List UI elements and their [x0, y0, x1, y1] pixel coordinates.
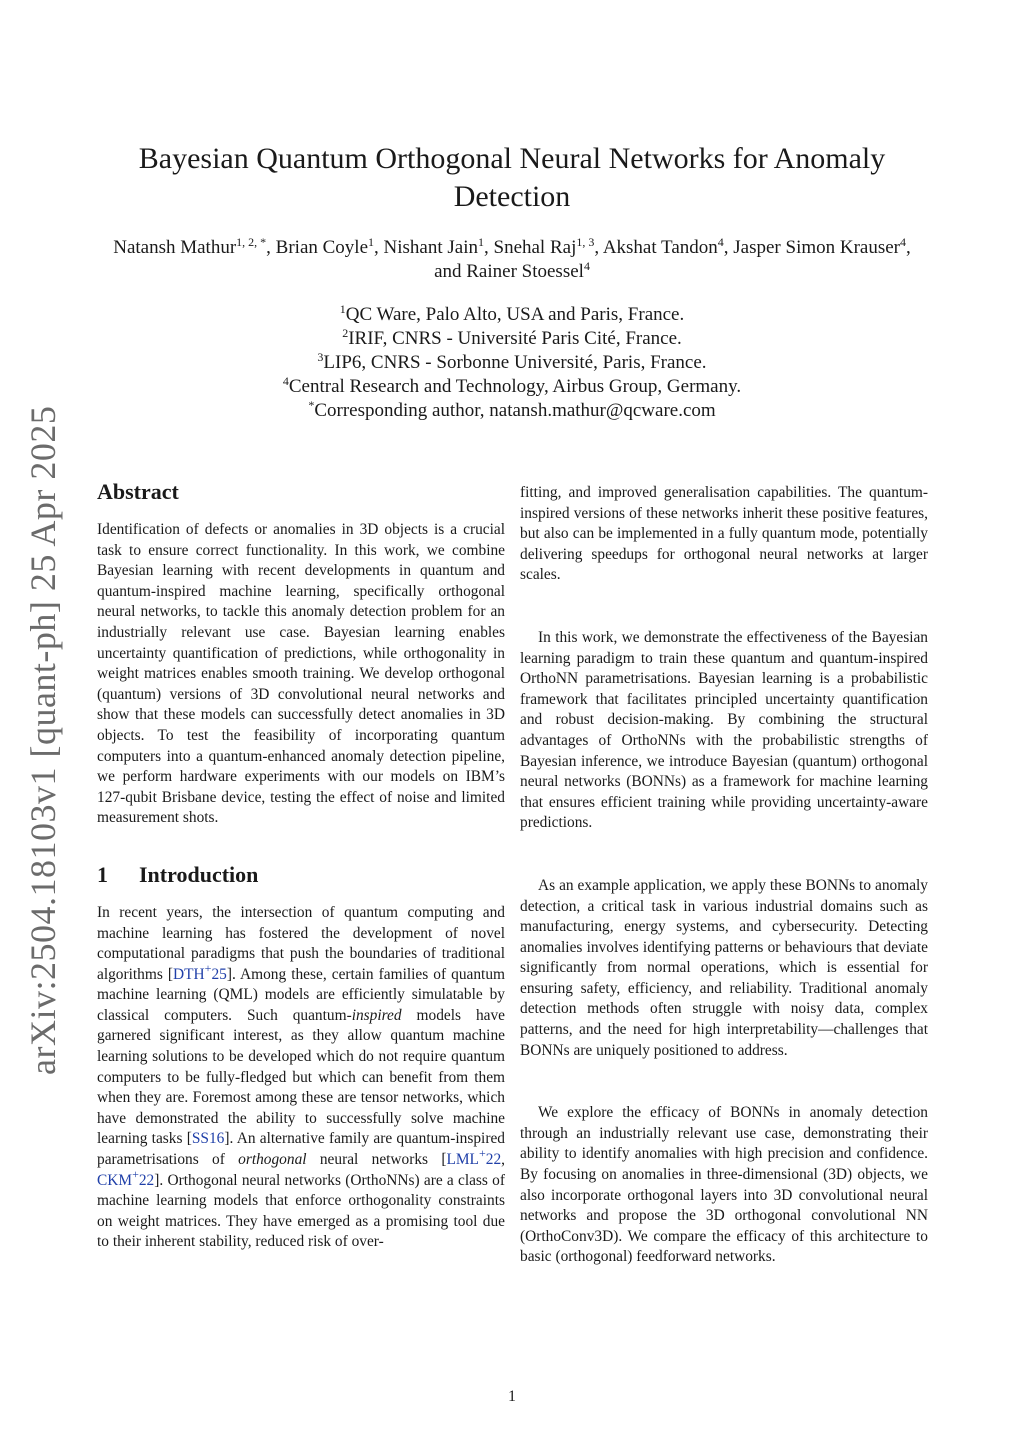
- author-affiliation-mark: 1, 3: [576, 235, 595, 249]
- arxiv-identifier: arXiv:2504.18103v1 [quant-ph] 25 Apr 2025: [23, 405, 63, 1075]
- author-name: Brian Coyle: [275, 237, 369, 258]
- intro-paragraph-3: As an example application, we apply these BONNs to anomaly detection, a critical task in various industrial domains such as manufacturing, energy systems, and cybersecurity. Detecting anomalies involves identifying patterns or behaviours that deviate significantly from normal operations, which is essential for ensuring safety, efficiency, and reliability. Traditional anomaly detection methods often struggle with noisy data, complex patterns, and the need for high interpretability—challenges that BONNs are uniquely positioned to address.: [520, 876, 928, 1059]
- affiliation-list: [150, 303, 874, 423]
- left-column: [97, 478, 505, 1253]
- author-affiliation-mark: 1: [478, 235, 484, 249]
- author-name: Rainer Stoessel: [466, 261, 584, 282]
- affiliation: $^4$Central Research and Technology, Airbus Group, Germany.: [282, 374, 742, 397]
- citation-link[interactable]: CKM+22: [97, 1166, 155, 1189]
- author-name: Snehal Raj: [493, 237, 577, 258]
- author-affiliation-mark: 1: [368, 235, 375, 249]
- citation-link[interactable]: LML+22: [446, 1146, 502, 1169]
- author-affiliation-mark: 4: [900, 235, 907, 249]
- author-name: Nishant Jain: [383, 237, 478, 258]
- affiliation: $^2$IRIF, CNRS - Université Paris Cité, France.: [342, 326, 682, 349]
- corresponding-author: *Corresponding author, natansh.mathur@qcware.com: [308, 398, 716, 421]
- author-affiliation-mark: 4: [583, 259, 590, 273]
- abstract-text: Identification of defects or anomalies in 3D objects is a crucial task to ensure correct functionality. In this work, we combine Bayesian learning with recent developments in quantum and quantum-inspired machine learning, specifically orthogonal neural networks, to tackle this anomaly detection problem for an industrially relevant use case. Bayesian learning enables uncertainty quantification of predictions, while orthogonality in weight matrices enables smooth training. We develop orthogonal (quantum) versions of 3D convolutional neural networks and show that these models can successfully detect anomalies in 3D objects. To test the feasibility of incorporating quantum computers into a quantum-enhanced anomaly detection pipeline, we perform hardware experiments with our models on IBM’s 127-qubit Brisbane device, testing the effect of noise and limited measurement shots.: [97, 521, 505, 827]
- author-affiliation-mark: 1, 2, *: [236, 235, 267, 249]
- affiliation: $^1$QC Ware, Palo Alto, USA and Paris, France.: [339, 302, 685, 325]
- abstract-heading: Abstract: [97, 479, 179, 504]
- intro-paragraph-1-continued: fitting, and improved generalisation capabilities. The quantum-inspired versions of these networks inherit these positive features, but also can be implemented in a fully quantum mode, potentially delivering speedups for orthogonal neural networks at larger scales.: [520, 484, 928, 584]
- author-list: Natansh Mathur$^{1, 2, *}$, Brian Coyle$^1$, Nishant Jain$^1$, Snehal Raj$^{1, 3}$, Akshat Tandon$^4$, Jasper Simon Krauser$^4$, and Rainer Stoessel$^4$: [113, 235, 911, 282]
- section-title: Introduction: [139, 861, 259, 887]
- intro-paragraph-1: In recent years, the intersection of quantum computing and machine learning has fostered the development of novel computational paradigms that push the boundaries of traditional algorithms [DTH+25]. Among these, certain families of quantum machine learning (QML) models are efficiently simulatable by classical computers. Such quantum-inspired models have garnered significant interest, as they allow quantum machine learning solutions to be developed which do not require quantum computers to be fully-fledged but which can benefit from them when they are. Foremost among these are tensor networks, which have demonstrated the ability to successfully solve machine learning tasks [SS16]. An alternative family are quantum-inspired parametrisations of orthogonal neural networks [LML+22, CKM+22]. Orthogonal neural networks (OrthoNNs) are a class of machine learning models that enforce orthogonality constraints on weight matrices. They have emerged as a promising tool due to their inherent stability, reduced risk of over-: [97, 903, 505, 1251]
- citation-link[interactable]: DTH+25: [173, 960, 227, 983]
- intro-paragraph-4: We explore the efficacy of BONNs in anomaly detection through an industrially relevant use case, demonstrating their ability to identify anomalies with high precision and confidence. By focusing on anomalies in three-dimensional (3D) objects, we also incorporate orthogonal layers into 3D convolutional neural networks and propose the 3D orthogonal convolutional NN (OrthoConv3D). We compare the efficacy of this architecture to basic (orthogonal) feedforward networks.: [520, 1104, 928, 1266]
- author-name: Natansh Mathur: [113, 237, 237, 258]
- affiliation: $^3$LIP6, CNRS - Sorbonne Université, Paris, France.: [317, 350, 707, 373]
- section-number: 1: [97, 861, 108, 887]
- introduction-heading: [97, 861, 505, 889]
- author-name: Akshat Tandon: [602, 237, 718, 258]
- intro-paragraph-2: In this work, we demonstrate the effectiveness of the Bayesian learning paradigm to train these quantum and quantum-inspired OrthoNN parametrisations. Bayesian learning is a probabilistic framework that facilitates principled uncertainty quantification and robust decision-making. By combining the structural advantages of OrthoNNs with the probabilistic strengths of Bayesian inference, we introduce Bayesian (quantum) orthogonal neural networks (BONNs) as a framework for machine learning that ensures efficient training while providing uncertainty-aware predictions.: [520, 628, 928, 832]
- page-number: 1: [508, 1388, 516, 1405]
- author-name: Jasper Simon Krauser: [733, 237, 901, 258]
- author-affiliation-mark: 4: [717, 235, 724, 249]
- right-column: [520, 483, 928, 1268]
- citation-link[interactable]: SS16: [191, 1130, 225, 1148]
- paper-title: Bayesian Quantum Orthogonal Neural Networks for Anomaly Detection: [138, 142, 886, 213]
